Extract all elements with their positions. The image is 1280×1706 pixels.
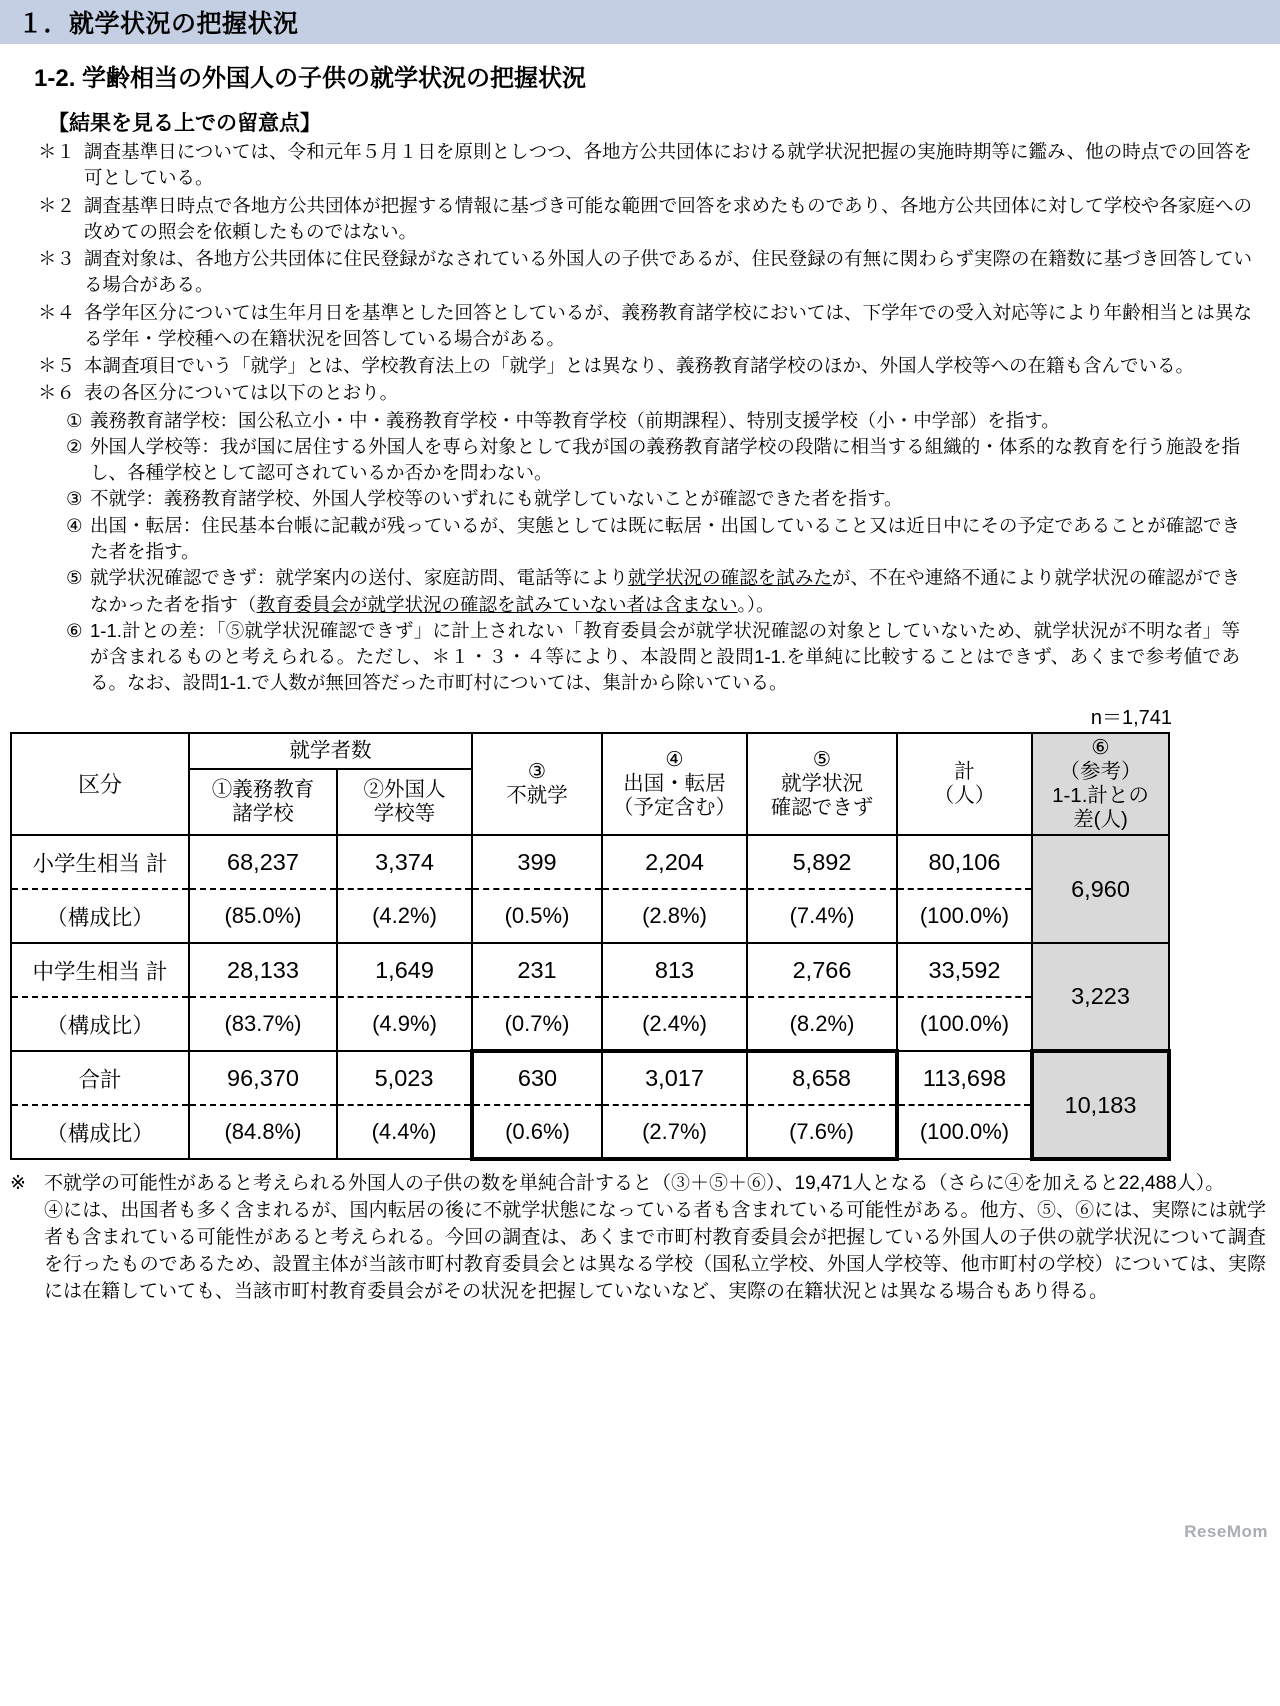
header-group-enrolled: 就学者数 — [189, 733, 472, 770]
footnotes — [10, 1171, 1266, 1306]
footnote-item — [10, 1171, 1266, 1198]
header-col5-line3: 確認できず — [770, 796, 874, 820]
subtext-underline-2: 教育委員会が就学状況の確認を試みていない者は含まない — [256, 593, 738, 615]
note-text: 本調査項目でいう「就学」とは、学校教育法上の「就学」とは異なり、義務教育諸学校のほか、外国人学校等への在籍も含んでいる。 — [84, 355, 1195, 377]
table-header — [11, 733, 1169, 836]
cell-value: 3,017 — [602, 1051, 747, 1105]
cell-value: 28,133 — [189, 943, 337, 997]
row-label: 小学生相当 計 — [11, 835, 189, 889]
note-submarker: ④ — [66, 514, 83, 536]
statistics-table-wrapper — [10, 732, 1270, 1162]
header-col-difference — [1032, 733, 1169, 836]
header-col-compulsory-schools — [189, 769, 337, 835]
cell-value: 2,204 — [602, 835, 747, 889]
cell-value: (7.6%) — [747, 1105, 897, 1159]
note-item — [38, 139, 1280, 192]
cell-value: 68,237 — [189, 835, 337, 889]
cell-value: (84.8%) — [189, 1105, 337, 1159]
table-row-total-ratio — [11, 1105, 1169, 1159]
table-row — [11, 835, 1169, 889]
note-marker: ＊１ — [38, 141, 76, 162]
note-marker: ＊４ — [38, 301, 76, 323]
header-col7-line4: 差(人) — [1073, 808, 1128, 832]
cell-value: (0.5%) — [472, 889, 602, 943]
header-col4-line2: 出国・転居 — [623, 771, 726, 795]
subtext-underline-1: 就学状況の確認を試みた — [627, 567, 832, 589]
note-item — [38, 300, 1280, 353]
cell-value: 231 — [472, 943, 602, 997]
note-subtext: 不就学：義務教育諸学校、外国人学校等のいずれにも就学していないことが確認できた者を指す。 — [90, 488, 903, 510]
note-submarker: ⑤ — [66, 567, 83, 589]
table-row — [11, 997, 1169, 1051]
header-col-unconfirmed — [747, 733, 897, 836]
header-col1-line2: 諸学校 — [232, 802, 294, 826]
cell-value: (4.4%) — [337, 1105, 472, 1159]
cell-value: 113,698 — [897, 1051, 1032, 1105]
note-sublist — [66, 408, 1280, 697]
cell-value: (0.6%) — [472, 1105, 602, 1159]
note-subtext: 出国・転居：住民基本台帳に記載が残っているが、実態としては既に転居・出国していること又は近日中にその予定であることが確認できた者を指す。 — [90, 514, 1240, 562]
cell-value: 1,649 — [337, 943, 472, 997]
header-col2-line2: 学校等 — [373, 802, 436, 826]
table-row-total — [11, 1051, 1169, 1105]
header-col-foreign-schools — [337, 769, 472, 835]
table-body — [11, 835, 1169, 1159]
watermark-label: ReseMom — [1184, 1522, 1268, 1541]
header-col7-line3: 1-1.計との — [1052, 783, 1149, 807]
note-subitem — [66, 408, 1280, 434]
note-subitem — [66, 486, 1280, 512]
note-text: 各学年区分については生年月日を基準とした回答としているが、義務教育諸学校においては、下学年での受入対応等により年齢相当とは異なる学年・学校種への在籍状況を回答している場合がある。 — [84, 301, 1252, 349]
header-col-departure — [602, 733, 747, 836]
note-text: 調査基準日時点で各地方公共団体が把握する情報に基づき可能な範囲で回答を求めたものであり、各地方公共団体に対して学校や各家庭への改めての照会を依頼したものではない。 — [84, 194, 1252, 242]
subtext-part-b: が、不在や連絡不通により就学状況の確認ができなかった者を指す（ — [90, 567, 1240, 615]
subtext-part-c: 。）。 — [737, 593, 775, 615]
cell-difference: 3,223 — [1032, 943, 1169, 1051]
note-subitem — [66, 513, 1280, 566]
cell-value: 2,766 — [747, 943, 897, 997]
note-text: 調査対象は、各地方公共団体に住民登録がなされている外国人の子供であるが、住民登録の有無に関わらず実際の在籍数に基づき回答している場合がある。 — [84, 248, 1252, 296]
cell-value: (2.8%) — [602, 889, 747, 943]
cell-difference: 6,960 — [1032, 835, 1169, 943]
cell-value: (100.0%) — [897, 997, 1032, 1051]
note-subtext: 義務教育諸学校：国公私立小・中・義務教育学校・中等教育学校（前期課程）、特別支援学校（小・中学部）を指す。 — [90, 409, 1060, 431]
cell-value: 813 — [602, 943, 747, 997]
subtext-part-a: 就学状況確認できず：就学案内の送付、家庭訪問、電話等により — [90, 567, 628, 589]
header-col4-line3: （予定含む） — [613, 796, 736, 820]
note-submarker: ⑥ — [66, 619, 83, 641]
note-marker: ＊５ — [38, 355, 76, 377]
header-col7-line2: （参考） — [1059, 759, 1142, 783]
footnote-item-secondary — [44, 1198, 1266, 1306]
cell-value: (2.4%) — [602, 997, 747, 1051]
cell-value: 33,592 — [897, 943, 1032, 997]
cell-value: (4.2%) — [337, 889, 472, 943]
note-item — [38, 353, 1280, 379]
note-marker: ＊３ — [38, 248, 76, 270]
header-col7-line1: ⑥ — [1091, 735, 1110, 759]
cell-value: 5,023 — [337, 1051, 472, 1105]
cell-difference: 10,183 — [1032, 1051, 1169, 1159]
cell-value: (83.7%) — [189, 997, 337, 1051]
cell-value: 399 — [472, 835, 602, 889]
row-label: （構成比） — [11, 889, 189, 943]
header-col5-line1: ⑤ — [812, 747, 832, 771]
section-title: 1-2. 学齢相当の外国人の子供の就学状況の把握状況 — [34, 65, 587, 92]
header-col3-line2: 不就学 — [506, 783, 568, 807]
table-row — [11, 943, 1169, 997]
header-col-total — [897, 733, 1032, 836]
row-label: （構成比） — [11, 1105, 189, 1159]
cell-value: (100.0%) — [897, 889, 1032, 943]
note-marker: ＊６ — [38, 382, 76, 404]
cell-value: 80,106 — [897, 835, 1032, 889]
sample-size-label: n＝1,741 — [1090, 706, 1172, 729]
note-text: 調査基準日については、令和元年５月１日を原則としつつ、各地方公共団体における就学状況把握の実施時期等に鑑み、他の時点での回答を可としている。 — [84, 141, 1252, 189]
note-item — [38, 193, 1280, 246]
cell-value: (4.9%) — [337, 997, 472, 1051]
note-submarker: ② — [66, 435, 83, 457]
header-col5-line2: 就学状況 — [781, 771, 863, 795]
cell-value: 630 — [472, 1051, 602, 1105]
cell-value: (85.0%) — [189, 889, 337, 943]
header-col1-line1: ①義務教育 — [211, 778, 315, 802]
header-col6-line1: 計 — [954, 759, 975, 783]
header-col3-line1: ③ — [527, 759, 547, 783]
note-subitem — [66, 434, 1280, 487]
note-subtext: 外国人学校等：我が国に居住する外国人を専ら対象として我が国の義務教育諸学校の段階に相当する組織的・体系的な教育を行う施設を指し、各種学校として認可されているか否かを問わない。 — [90, 435, 1240, 484]
cell-value: 3,374 — [337, 835, 472, 889]
cell-value: (7.4%) — [747, 889, 897, 943]
notes-list — [38, 139, 1280, 697]
note-subitem-5 — [66, 565, 1280, 618]
note-subtext-composed — [90, 565, 1280, 618]
cell-value: (2.7%) — [602, 1105, 747, 1159]
cell-value: 8,658 — [747, 1051, 897, 1105]
statistics-table — [10, 732, 1171, 1162]
row-label: 合計 — [11, 1051, 189, 1105]
note-subtext: 1-1.計との差：「⑤就学状況確認できず」に計上されない「教育委員会が就学状況確認の対象としていないため、就学状況が不明な者」等が含まれるものと考えられる。ただし、＊１・３・４等により、本設問と設問1-1.を単純に比較することはできず、あくまで参考値である。なお、設問1-1.で人数が無回答だった市町村については、集計から除いている。 — [90, 619, 1240, 694]
row-label: 中学生相当 計 — [11, 943, 189, 997]
cell-value: 96,370 — [189, 1051, 337, 1105]
note-subitem — [66, 618, 1280, 697]
note-text: 表の各区分については以下のとおり。 — [84, 382, 399, 404]
page-header-title: １．就学状況の把握状況 — [18, 10, 299, 38]
notes-heading: 【結果を見る上での留意点】 — [48, 112, 321, 135]
header-kubun: 区分 — [11, 733, 189, 836]
table-header-row-1 — [11, 733, 1169, 770]
note-marker: ＊２ — [38, 194, 76, 216]
table-row — [11, 889, 1169, 943]
cell-value: 5,892 — [747, 835, 897, 889]
note-submarker: ① — [66, 409, 83, 431]
cell-value: (100.0%) — [897, 1105, 1032, 1159]
header-col-non-enrolled — [472, 733, 602, 836]
note-item — [38, 246, 1280, 299]
row-label: （構成比） — [11, 997, 189, 1051]
note-submarker: ③ — [66, 488, 83, 510]
page-header-bar — [0, 0, 1280, 44]
note-item — [38, 380, 1280, 406]
footnote-text: 不就学の可能性があると考えられる外国人の子供の数を単純合計すると（③＋⑤＋⑥）、19,471人となる（さらに④を加えると22,488人）。 — [44, 1173, 1225, 1195]
header-col6-line2: （人） — [933, 783, 996, 807]
footnote-marker: ※ — [10, 1173, 26, 1195]
cell-value: (0.7%) — [472, 997, 602, 1051]
cell-value: (8.2%) — [747, 997, 897, 1051]
header-col4-line1: ④ — [665, 747, 684, 771]
header-col2-line1: ②外国人 — [363, 778, 446, 802]
footnote-text: ④には、出国者も多く含まれるが、国内転居の後に不就学状態になっている者も含まれている可能性がある。他方、⑤、⑥には、実際には就学者も含まれている可能性があると考えられる。今回の調査は、あくまで市町村教育委員会が把握している外国人の子供の就学状況について調査を行ったものであるため、設置主体が当該市町村教育委員会とは異なる学校（国私立学校、外国人学校等、他市町村の学校）については、実際には在籍していても、当該市町村教育委員会がその状況を把握していないなど、実際の在籍状況とは異なる場合もあり得る。 — [44, 1200, 1266, 1303]
